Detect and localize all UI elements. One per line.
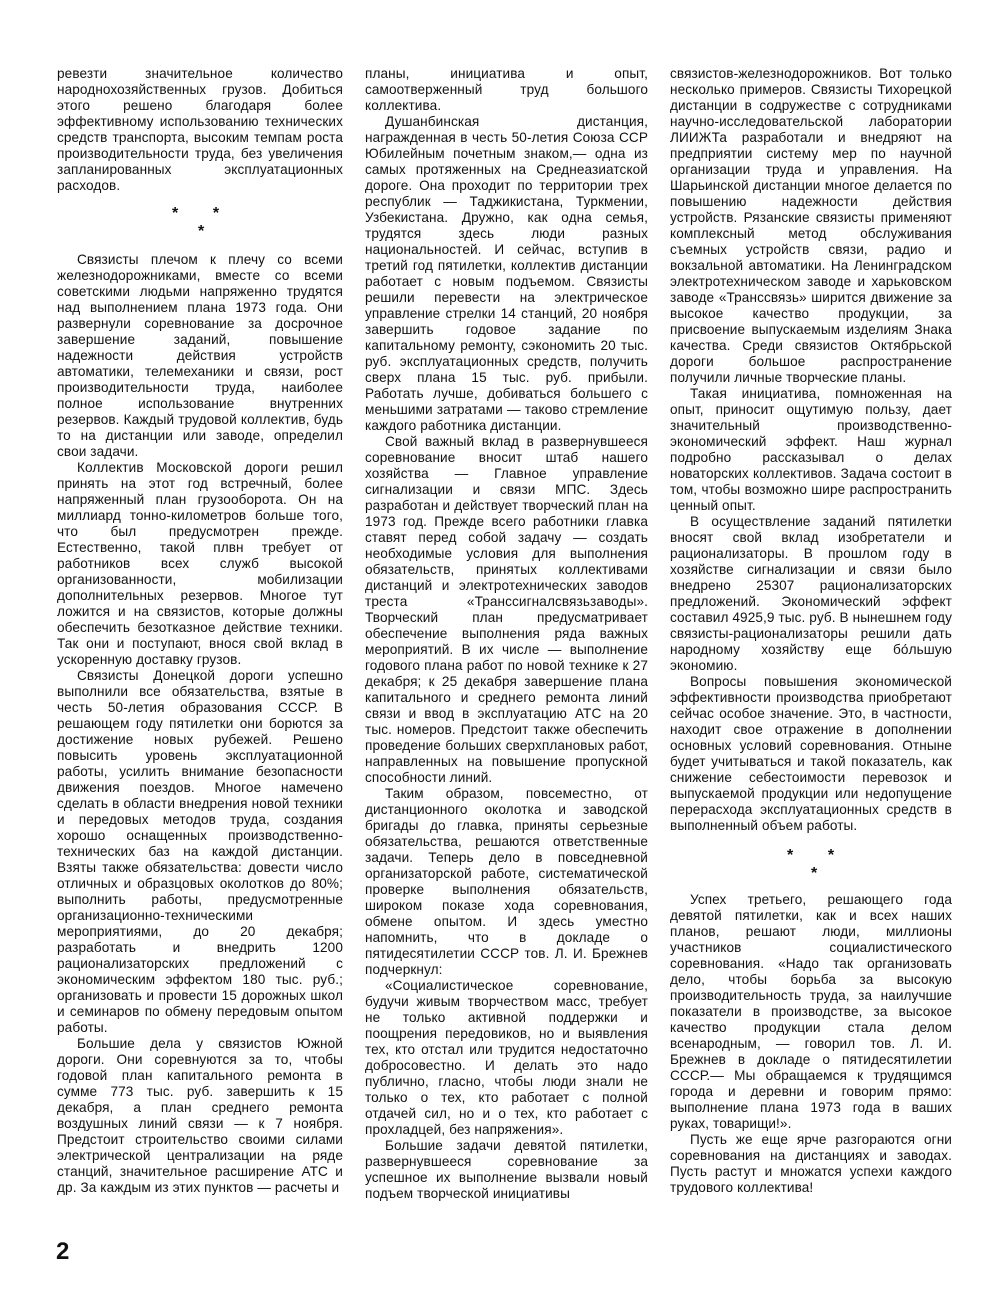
paragraph: Такая инициатива, помноженная на опыт, приносит ощутимую пользу, дает значительный производственно-экономический эффект. Наш журнал подробно рассказывал о делах новаторских коллективов. Задача состоит в том, чтобы возможно шире распространить ценный опыт. [670,386,952,513]
divider-stars-top: * * [787,847,835,864]
paragraph: Таким образом, повсеместно, от дистанционного околотка и заводской бригады до главка, приняты серьезные обязательства, решаются ответственные задачи. Теперь дело в повседневной организаторской работе, систематической проверке выполнения обязательств, широком показе хода соревнования, обмене опытом. И здесь уместно напомнить, что в докладе о пятидесятилетии СССР тов. Л. И. Брежнев подчеркнул: [365,786,648,977]
paragraph: Успех третьего, решающего года девятой пятилетки, как и всех наших планов, решают люди, миллионы участников социалистического соревнования. «Надо так организовать дело, чтобы борьба за высокую производительность труда, за наилучшие показатели в производстве, за высокое качество продукции стала делом всенародным, — говорил тов. Л. И. Брежнев в докладе о пятидесятилетии СССР.— Мы обращаемся к трудящимся города и деревни и говорим прямо: выполнение плана 1973 года в ваших руках, товарищи!». [670,892,952,1131]
paragraph: ревезти значительное количество народнохозяйственных грузов. Добиться этого решено благодаря более эффективному использованию технических средств транспорта, высоким темпам роста производительности труда, без увеличения запланированных эксплуатационных расходов. [57,66,343,193]
divider-stars-bottom: * [198,223,205,240]
paragraph: Связисты плечом к плечу со всеми железнодорожниками, вместе со всеми советскими людьми напряженно трудятся над выполнением плана 1973 года. Они развернули соревнование за досрочное завершение заданий, повышение надежности действия устройств автоматики, телемеханики и связи, рост производительности труда, наиболее полное использование внутренних резервов. Каждый трудовой коллектив, будь то на дистанции или заводе, определил свои задачи. [57,252,343,459]
column-3 [670,66,952,1196]
paragraph: Свой важный вклад в развернувшееся соревнование вносит штаб нашего хозяйства — Главное управление сигнализации и связи МПС. Здесь разработан и действует творческий план на 1973 год. Прежде всего работники главка ставят перед собой задачу — создать необходимые условия для выполнения обязательств, принятых коллективами дистанций и электротехнических заводов треста «Транссигналсвязьзаводы». Творческий план предусматривает обеспечение выполнения ряда важных мероприятий. В их числе — выполнение годового плана работ по новой технике к 27 декабря; к 25 декабря завершение плана капитального и среднего ремонта линий связи и ввод в эксплуатацию АТС на 20 тыс. номеров. Предстоит также обеспечить проведение больших сверхплановых работ, направленных на повышение пропускной способности линий. [365,434,648,785]
paragraph: Связисты Донецкой дороги успешно выполнили все обязательства, взятые в честь 50-летия образования СССР. В решающем году пятилетки они борются за достижение новых рубежей. Решено повысить уровень эксплуатационной работы, усилить внимание безопасности движения поездов. Многое намечено сделать в области внедрения новой техники и передовых методов труда, создания хорошо оснащенных производственно-технических баз на каждой дистанции. Взяты также обязательства: довести число отличных и образцовых околотков до 80%; выполнить работы, предусмотренные организационно-техническими мероприятиями, до 20 декабря; разработать и внедрить 1200 рационализаторских предложений с экономическим эффектом 180 тыс. руб.; организовать и провести 15 дорожных школ и семинаров по обмену передовым опытом работы. [57,668,343,1035]
divider-stars-bottom: * [811,865,818,882]
page-number: 2 [56,1238,70,1265]
section-divider [670,840,952,884]
paragraph: В осуществление заданий пятилетки вносят свой вклад изобретатели и рационализаторы. В прошлом году в хозяйстве сигнализации и связи было внедрено 25307 рационализаторских предложений. Экономический эффект составил 4925,9 тыс. руб. В нынешнем году связисты-рационализаторы решили дать народному хозяйству еще бо́льшую экономию. [670,514,952,673]
paragraph: Вопросы повышения экономической эффективности производства приобретают сейчас особое значение. Это, в частности, находит свое отражение в дополнении основных условий соревнования. Отныне будет учитываться и такой показатель, как снижение себестоимости перевозок и выпускаемой продукции или недопущение перерасхода эксплуатационных средств в выполненный объем работы. [670,674,952,833]
paragraph: Душанбинская дистанция, награжденная в честь 50-летия Союза ССР Юбилейным почетным знаком,— одна из самых протяженных на Среднеазиатской дороге. Она проходит по территории трех республик — Таджикистана, Туркмении, Узбекистана. Дружно, как одна семья, трудятся здесь люди разных национальностей. И сейчас, вступив в третий год пятилетки, коллектив дистанции работает с новым подъемом. Связисты решили перевести на электрическое управление стрелки 14 станций, 20 ноября завершить годовое задание по капитальному ремонту, сэкономить 20 тыс. руб. эксплуатационных средств, получить сверх плана 15 тыс. руб. прибыли. Работать лучше, добиваться большего с меньшими затратами — таково стремление каждого работника дистанции. [365,114,648,433]
quote-paragraph: «Социалистическое соревнование, будучи живым творчеством масс, требует не только активной поддержки и поощрения передовиков, но и выявления тех, кто отстал или трудится недостаточно добросовестно. И делать это надо публично, гласно, чтобы люди знали не только о тех, кто работает с полной отдачей сил, но и о тех, кто работает с прохладцей, без напряжения». [365,978,648,1137]
paragraph: планы, инициатива и опыт, самоотверженный труд большого коллектива. [365,66,648,113]
section-divider [57,200,343,244]
paragraph: Большие дела у связистов Южной дороги. Они соревнуются за то, чтобы годовой план капитального ремонта в сумме 773 тыс. руб. завершить к 15 декабря, а план среднего ремонта воздушных линий связи — к 7 ноября. Предстоит строительство своими силами электрической централизации на ряде станций, значительное расширение АТС и др. За каждым из этих пунктов — расчеты и [57,1036,343,1195]
paragraph: связистов-железнодорожников. Вот только несколько примеров. Связисты Тихорецкой дистанции в содружестве с сотрудниками научно-исследовательской лаборатории ЛИИЖТа разработали и внедряют на предприятии систему мер по научной организации труда и управления. На Шарьинской дистанции многое делается по повышению надежности действия устройств. Рязанские связисты применяют комплексный метод обслуживания съемных устройств связи, радио и вокзальной автоматики. На Ленинградском электротехническом заводе и харьковском заводе «Транссвязь» ширится движение за высокое качество продукции, за присвоение выпускаемым изделиям Знака качества. Среди связистов Октябрьской дороги большое распространение получили личные творческие планы. [670,66,952,385]
column-2 [365,66,648,1202]
paragraph: Большие задачи девятой пятилетки, развернувшееся соревнование за успешное их выполнение вызвали новый подъем творческой инициативы [365,1138,648,1201]
divider-stars-top: * * [172,205,220,222]
paragraph: Пусть же еще ярче разгораются огни соревнования на дистанциях и заводах. Пусть растут и множатся успехи каждого трудового коллектива! [670,1132,952,1195]
paragraph: Коллектив Московской дороги решил принять на этот год встречный, более напряженный план грузооборота. Он на миллиард тонно-километров больше того, что был предусмотрен прежде. Естественно, такой плвн требует от работников всех служб высокой организованности, мобилизации дополнительных резервов. Многое тут ложится и на связистов, которые должны обеспечить безотказное действие техники. Так они и поступают, внося свой вклад в ускоренную доставку грузов. [57,460,343,667]
column-1 [57,66,343,1196]
